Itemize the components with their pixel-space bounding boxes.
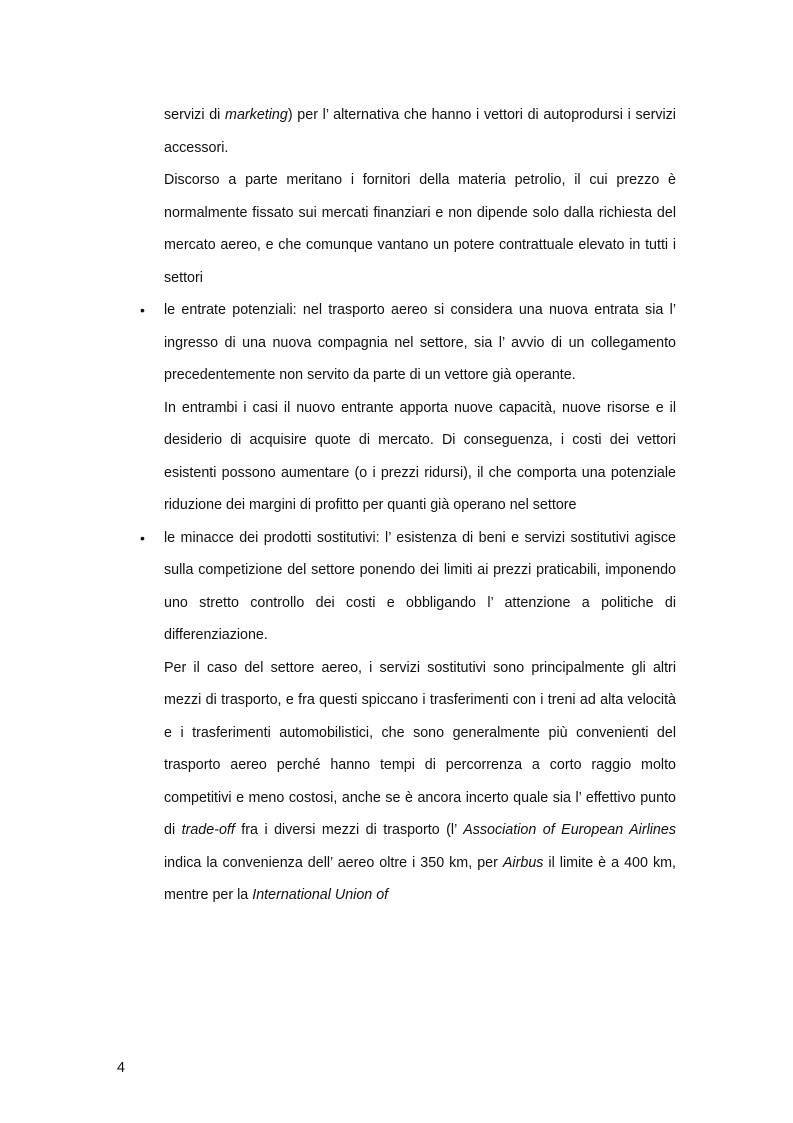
page-number: 4 [117, 1060, 125, 1076]
bullet-icon: • [140, 529, 145, 546]
italic-text: International Union of [252, 887, 389, 903]
bullet-paragraph [140, 294, 676, 392]
text-run: fra i diversi mezzi di trasporto (l’ [234, 822, 464, 838]
bullet-paragraph [140, 522, 676, 652]
paragraph [164, 99, 676, 164]
paragraph [164, 164, 676, 294]
italic-text: trade-off [181, 822, 235, 838]
text-run: indica la convenienza dell’ aereo oltre i 350 km, per [164, 854, 503, 871]
paragraph [164, 392, 676, 522]
text-run: ) per l’ alternativa che hanno i vettori di autoprodursi i servizi accessori. [164, 107, 676, 156]
body-text [140, 99, 676, 912]
italic-text: Association of European Airlines [463, 822, 676, 838]
text-run: il limite è a 400 km, mentre per la [164, 854, 676, 903]
italic-text: Airbus [502, 854, 544, 871]
text-run: Discorso a parte meritano i fornitori della materia petrolio, il cui prezzo è normalmente fissato sui mercati finanziari e non dipende solo dalla richiesta del mercato aereo, e che comunque vantano un potere contrattuale elevato in tutti i settori [164, 172, 676, 286]
text-run: le minacce dei prodotti sostitutivi: l’ esistenza di beni e servizi sostitutivi agisce sulla competizione del settore ponendo dei limiti ai prezzi praticabili, imponendo uno stretto controllo dei costi e obbligando l’ attenzione a politiche di differenziazione. [164, 529, 676, 643]
text-run: servizi di [164, 107, 226, 123]
text-run: Per il caso del settore aereo, i servizi sostitutivi sono principalmente gli altri mezzi di trasporto, e fra questi spiccano i trasferimenti con i treni ad alta velocità e i trasferimenti automobilistici, che sono generalmente più convenienti del trasporto aereo perché hanno tempi di percorrenza a corto raggio molto competitivi e meno costosi, anche se è ancora incerto quale sia l’ effettivo punto di [164, 659, 676, 838]
bullet-icon: • [140, 302, 145, 318]
text-run: In entrambi i casi il nuovo entrante apporta nuove capacità, nuove risorse e il desiderio di acquisire quote di mercato. Di conseguenza, i costi dei vettori esistenti possono aumentare (o i prezzi ridursi), il che comporta una potenziale riduzione dei margini di profitto per quanti già operano nel settore [164, 399, 676, 513]
text-run: le entrate potenziali: nel trasporto aereo si considera una nuova entrata sia l’ ingresso di una nuova compagnia nel settore, sia l’ avvio di un collegamento precedentemente non servito da parte di un vettore già operante. [164, 302, 676, 383]
italic-text: marketing [225, 107, 288, 123]
paragraph [164, 652, 676, 912]
